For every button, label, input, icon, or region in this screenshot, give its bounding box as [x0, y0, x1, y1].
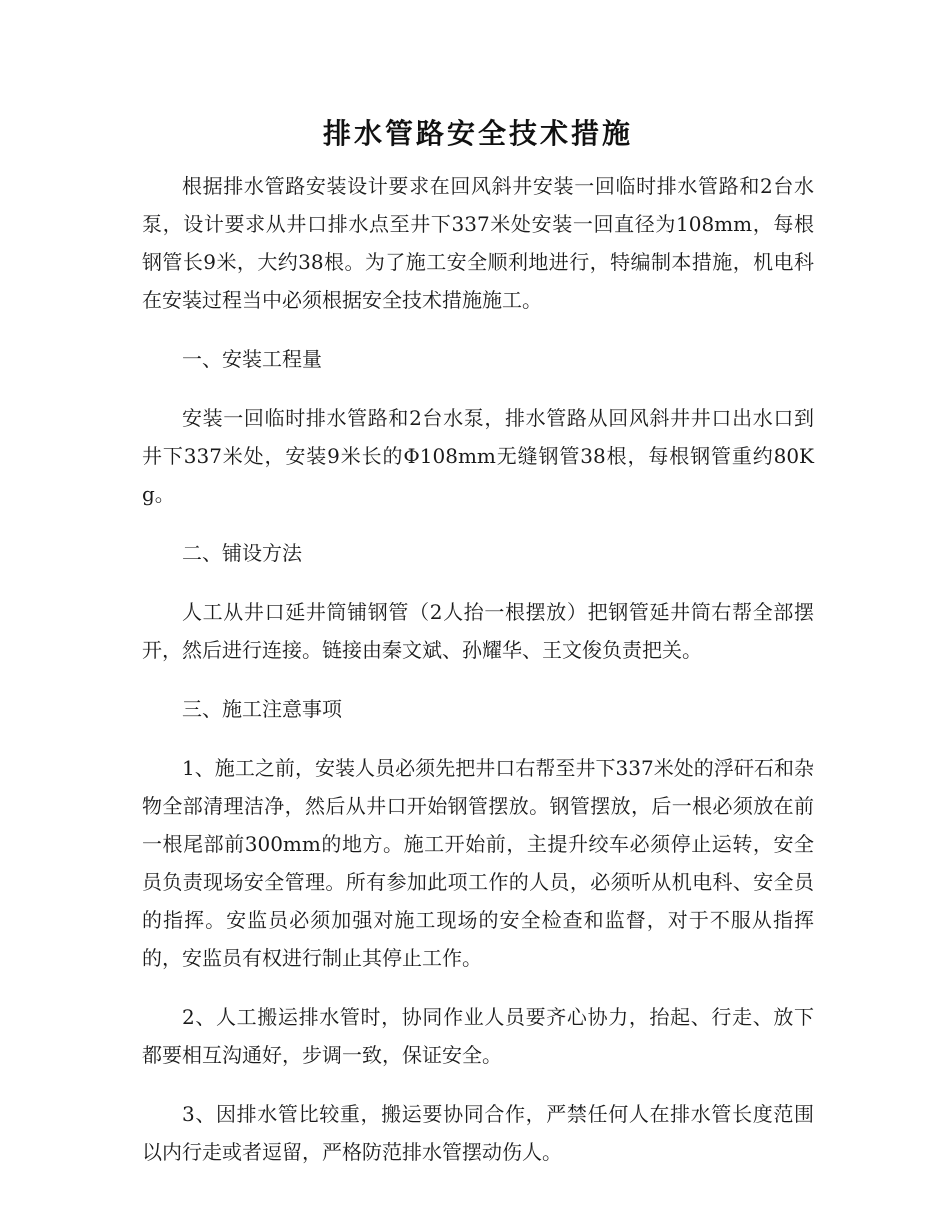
document-page: [142, 108, 814, 1192]
quantity-paragraph: 安装一回临时排水管路和2台水泵，排水管路从回风斜井井口出水口到井下337米处，安装9米长的Φ108mm无缝钢管38根，每根钢管重约80Kg。: [142, 406, 814, 506]
precaution-item-1: 1、施工之前，安装人员必须先把井口右帮至井下337米处的浮矸石和杂物全部清理洁净，然后从井口开始钢管摆放。钢管摆放，后一根必须放在前一根尾部前300mm的地方。施工开始前，主提升绞车必须停止运转，安全员负责现场安全管理。所有参加此项工作的人员，必须听从机电科、安全员的指挥。安监员必须加强对施工现场的安全检查和监督，对于不服从指挥的，安监员有权进行制止其停止工作。: [142, 756, 814, 970]
section-heading-precautions: 三、施工注意事项: [182, 697, 342, 721]
section-heading-method: 二、铺设方法: [182, 541, 302, 565]
precaution-item-3: 3、因排水管比较重，搬运要协同合作，严禁任何人在排水管长度范围以内行走或者逗留，严格防范排水管摆动伤人。: [142, 1102, 814, 1164]
precaution-item-2: 2、人工搬运排水管时，协同作业人员要齐心协力，抬起、行走、放下都要相互沟通好，步调一致，保证安全。: [142, 1005, 814, 1067]
document-title: 排水管路安全技术措施: [322, 117, 633, 150]
method-paragraph: 人工从井口延井筒铺钢管（2人抬一根摆放）把钢管延井筒右帮全部摆开，然后进行连接。链接由秦文斌、孙耀华、王文俊负责把关。: [142, 600, 814, 662]
section-heading-quantity: 一、安装工程量: [182, 347, 322, 371]
intro-paragraph: 根据排水管路安装设计要求在回风斜井安装一回临时排水管路和2台水泵，设计要求从井口排水点至井下337米处安装一回直径为108mm，每根钢管长9米，大约38根。为了施工安全顺利地进行，特编制本措施，机电科在安装过程当中必须根据安全技术措施施工。: [142, 174, 814, 312]
